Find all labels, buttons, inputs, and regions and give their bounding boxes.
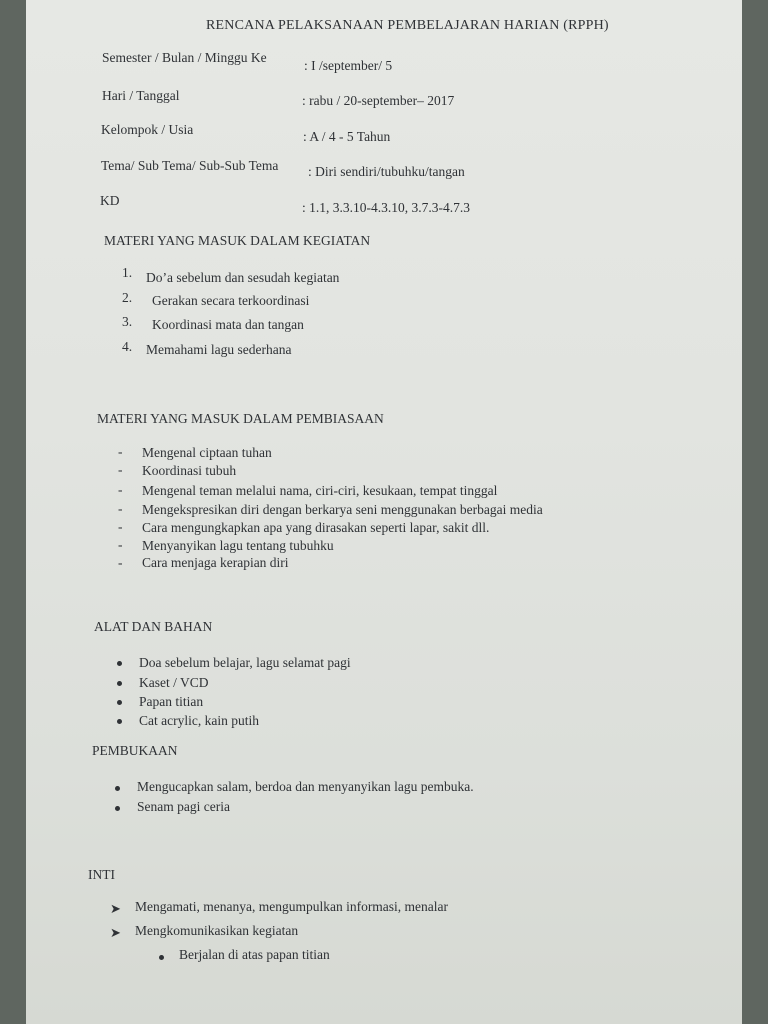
- list-item-number: 4.: [122, 339, 133, 354]
- document-page: [26, 0, 742, 1024]
- section-heading-pembiasaan: MATERI YANG MASUK DALAM PEMBIASAAN: [97, 411, 384, 426]
- bullet-icon: [159, 955, 164, 960]
- dash-marker: -: [118, 501, 123, 516]
- list-item: Menyanyikan lagu tentang tubuhku: [142, 538, 334, 553]
- info-label-kelompok: Kelompok / Usia: [101, 122, 194, 137]
- bullet-icon: [117, 681, 122, 686]
- dash-marker: -: [118, 482, 123, 497]
- info-value-semester: : I /september/ 5: [304, 58, 393, 73]
- list-item: Mengenal teman melalui nama, ciri-ciri, kesukaan, tempat tinggal: [142, 483, 498, 498]
- list-item: Mengamati, menanya, mengumpulkan informasi, menalar: [135, 899, 449, 914]
- dash-marker: -: [118, 444, 123, 459]
- info-value-kd: : 1.1, 3.3.10-4.3.10, 3.7.3-4.7.3: [302, 200, 470, 215]
- list-item: Cara mengungkapkan apa yang dirasakan seperti lapar, sakit dll.: [142, 520, 490, 535]
- info-value-kelompok: : A / 4 - 5 Tahun: [303, 129, 391, 144]
- list-item: Doa sebelum belajar, lagu selamat pagi: [139, 655, 351, 670]
- dash-marker: -: [118, 462, 123, 477]
- arrow-bullet-icon: ➤: [110, 901, 121, 916]
- list-item: Mengenal ciptaan tuhan: [142, 445, 272, 460]
- section-heading-kegiatan: MATERI YANG MASUK DALAM KEGIATAN: [104, 233, 371, 248]
- list-item: Cat acrylic, kain putih: [139, 713, 259, 728]
- list-item: Senam pagi ceria: [137, 799, 230, 814]
- bullet-icon: [115, 806, 120, 811]
- list-item: Koordinasi tubuh: [142, 463, 237, 478]
- document-title: RENCANA PELAKSANAAN PEMBELAJARAN HARIAN (RPPH): [206, 18, 609, 33]
- list-item: Do’a sebelum dan sesudah kegiatan: [146, 270, 340, 285]
- section-heading-alat: ALAT DAN BAHAN: [94, 619, 213, 634]
- info-label-semester: Semester / Bulan / Minggu Ke: [102, 50, 267, 65]
- list-item-number: 2.: [122, 290, 133, 305]
- list-item: Memahami lagu sederhana: [146, 342, 292, 357]
- info-label-kd: KD: [100, 193, 120, 208]
- section-heading-pembukaan: PEMBUKAAN: [92, 743, 178, 758]
- list-item-number: 1.: [122, 265, 133, 280]
- bullet-icon: [117, 719, 122, 724]
- list-item: Mengkomunikasikan kegiatan: [135, 923, 299, 938]
- list-item: Koordinasi mata dan tangan: [152, 317, 304, 332]
- bullet-icon: [115, 786, 120, 791]
- dash-marker: -: [118, 519, 123, 534]
- list-item: Gerakan secara terkoordinasi: [152, 293, 310, 308]
- list-item: Mengekspresikan diri dengan berkarya seni menggunakan berbagai media: [142, 502, 543, 517]
- dash-marker: -: [118, 537, 123, 552]
- info-label-hari: Hari / Tanggal: [102, 88, 180, 103]
- sub-list-item: Berjalan di atas papan titian: [179, 947, 330, 962]
- info-value-tema: : Diri sendiri/tubuhku/tangan: [308, 164, 465, 179]
- arrow-bullet-icon: ➤: [110, 925, 121, 940]
- list-item: Cara menjaga kerapian diri: [142, 555, 289, 570]
- list-item-number: 3.: [122, 314, 133, 329]
- section-heading-inti: INTI: [88, 867, 115, 882]
- bullet-icon: [117, 661, 122, 666]
- bullet-icon: [117, 700, 122, 705]
- info-label-tema: Tema/ Sub Tema/ Sub-Sub Tema: [101, 158, 279, 173]
- list-item: Papan titian: [139, 694, 204, 709]
- list-item: Mengucapkan salam, berdoa dan menyanyikan lagu pembuka.: [137, 779, 474, 794]
- list-item: Kaset / VCD: [139, 675, 209, 690]
- info-value-hari: : rabu / 20-september– 2017: [302, 93, 455, 108]
- dash-marker: -: [118, 555, 123, 570]
